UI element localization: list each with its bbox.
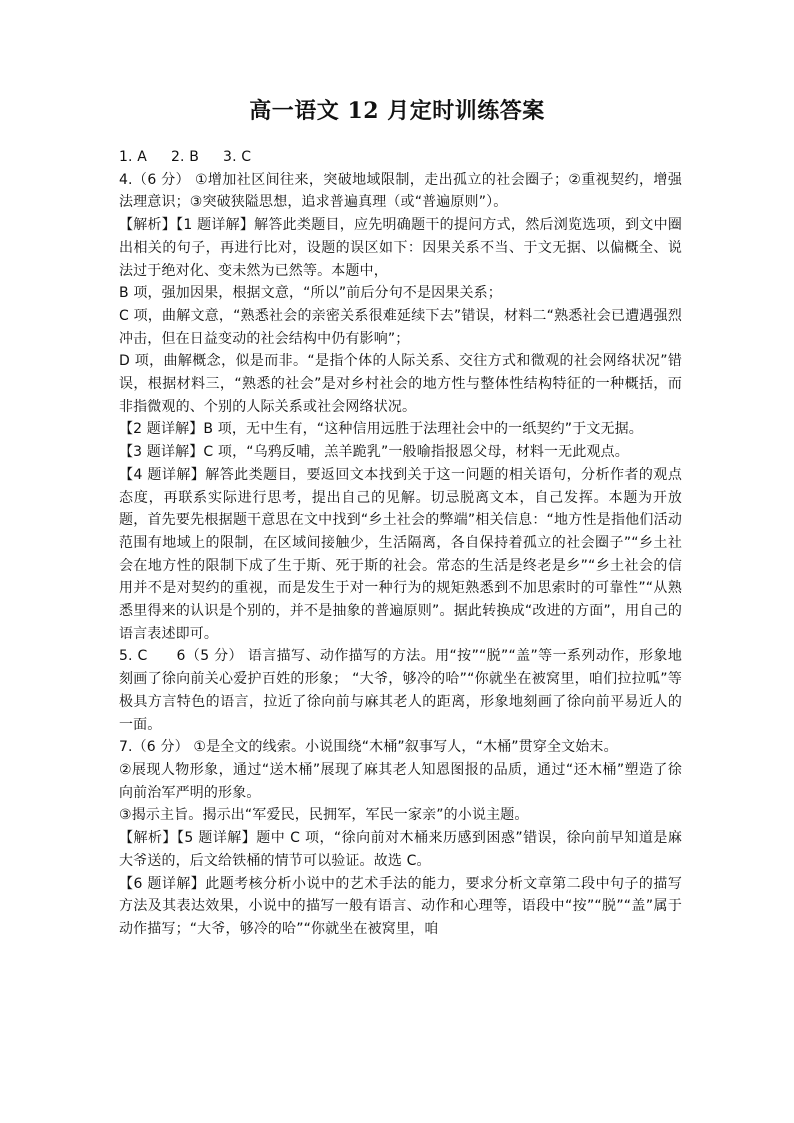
answer-q2: 2. B — [171, 149, 200, 165]
answer-q5-q6: 5. C 6（5 分） 语言描写、动作描写的方法。用“按”“脱”“盖”等一系列动作，形象地刻画了徐向前关心爱护百姓的形象； “大爷，够冷的哈”“你就坐在被窝里，咱们拉拉呱”等极具方言特色的语言，拉近了徐向前与麻其老人的距离，形象地刻画了徐向前平易近人的一面。 — [119, 648, 682, 733]
analysis-q1: 【解析】【1 题详解】解答此类题目，应先明确题干的提问方式，然后浏览选项，到文中圈出相关的句子，再进行比对，设题的误区如下：因果关系不当、于文无据、以偏概全、说法过于绝对化、变未然为已然等。本题中， — [119, 217, 682, 279]
analysis-q1-option-b: B 项，强加因果，根据文意，“所以”前后分句不是因果关系； — [119, 285, 502, 302]
page-title: 高一语文 12 月定时训练答案 — [249, 98, 545, 124]
analysis-q2: 【2 题详解】B 项，无中生有，“这种信用远胜于法理社会中的一纸契约”于文无据。 — [119, 421, 643, 438]
answer-q3: 3. C — [223, 149, 252, 165]
analysis-q1-option-c: C 项，曲解文意，“熟悉社会的亲密关系很难延续下去”错误，材料二“熟悉社会已遭遇强烈冲击，但在日益变动的社会结构中仍有影响”； — [119, 307, 682, 347]
answer-q7-point2: ②展现人物形象，通过“送木桶”展现了麻其老人知恩图报的品质，通过“还木桶”塑造了徐向前治军严明的形象。 — [119, 761, 682, 801]
analysis-q3: 【3 题详解】C 项，“乌鸦反哺，羔羊跪乳”一般喻指报恩父母，材料一无此观点。 — [119, 444, 629, 461]
answer-q1: 1. A — [119, 149, 147, 165]
answer-q7-point3: ③揭示主旨。揭示出“军爱民，民拥军，军民一家亲”的小说主题。 — [119, 807, 529, 824]
answer-content — [119, 146, 682, 941]
analysis-q1-option-d: D 项，曲解概念，似是而非。“是指个体的人际关系、交往方式和微观的社会网络状况”错误，根据材料三，“熟悉的社会”是对乡村社会的地方性与整体性结构特征的一种概括，而非指微观的、个别的人际关系或社会网络状况。 — [119, 353, 682, 415]
analysis-q5: 【解析】【5 题详解】题中 C 项，“徐向前对木桶来历感到困惑”错误，徐向前早知道是麻大爷送的，后文给铁桶的情节可以验证。故选 C。 — [119, 830, 682, 869]
multiple-choice-answers — [119, 146, 682, 169]
analysis-q6: 【6 题详解】此题考核分析小说中的艺术手法的能力，要求分析文章第二段中句子的描写方法及其表达效果，小说中的描写一般有语言、动作和心理等，语段中“按”“脱”“盖”属于动作描写；“大爷，够冷的哈”“你就坐在被窝里，咱 — [119, 875, 682, 937]
analysis-q4: 【4 题详解】解答此类题目，要返回文本找到关于这一问题的相关语句，分析作者的观点态度，再联系实际进行思考，提出自己的见解。切忌脱离文本，自己发挥。本题为开放题，首先要先根据题干意思在文中找到“乡土社会的弊端”相关信息：“地方性是指他们活动范围有地域上的限制，在区域间接触少，生活隔离，各自保持着孤立的社会圈子”“乡土社会在地方性的限制下成了生于斯、死于斯的社会。常态的生活是终老是乡”“乡土社会的信用并不是对契约的重视，而是发生于对一种行为的规矩熟悉到不加思索时的可靠性”“从熟悉里得来的认识是个别的，并不是抽象的普遍原则”。据此转换成“改进的方面”，用自己的语言表述即可。 — [119, 466, 682, 642]
answer-q4: 4.（6 分） ①增加社区间往来，突破地域限制，走出孤立的社会圈子；②重视契约，增强法理意识；③突破狭隘思想，追求普遍真理（或“普遍原则”）。 — [119, 171, 682, 211]
answer-q7-point1: 7.（6 分） ①是全文的线索。小说围绕“木桶”叙事写人，“木桶”贯穿全文始末。 — [119, 739, 618, 756]
